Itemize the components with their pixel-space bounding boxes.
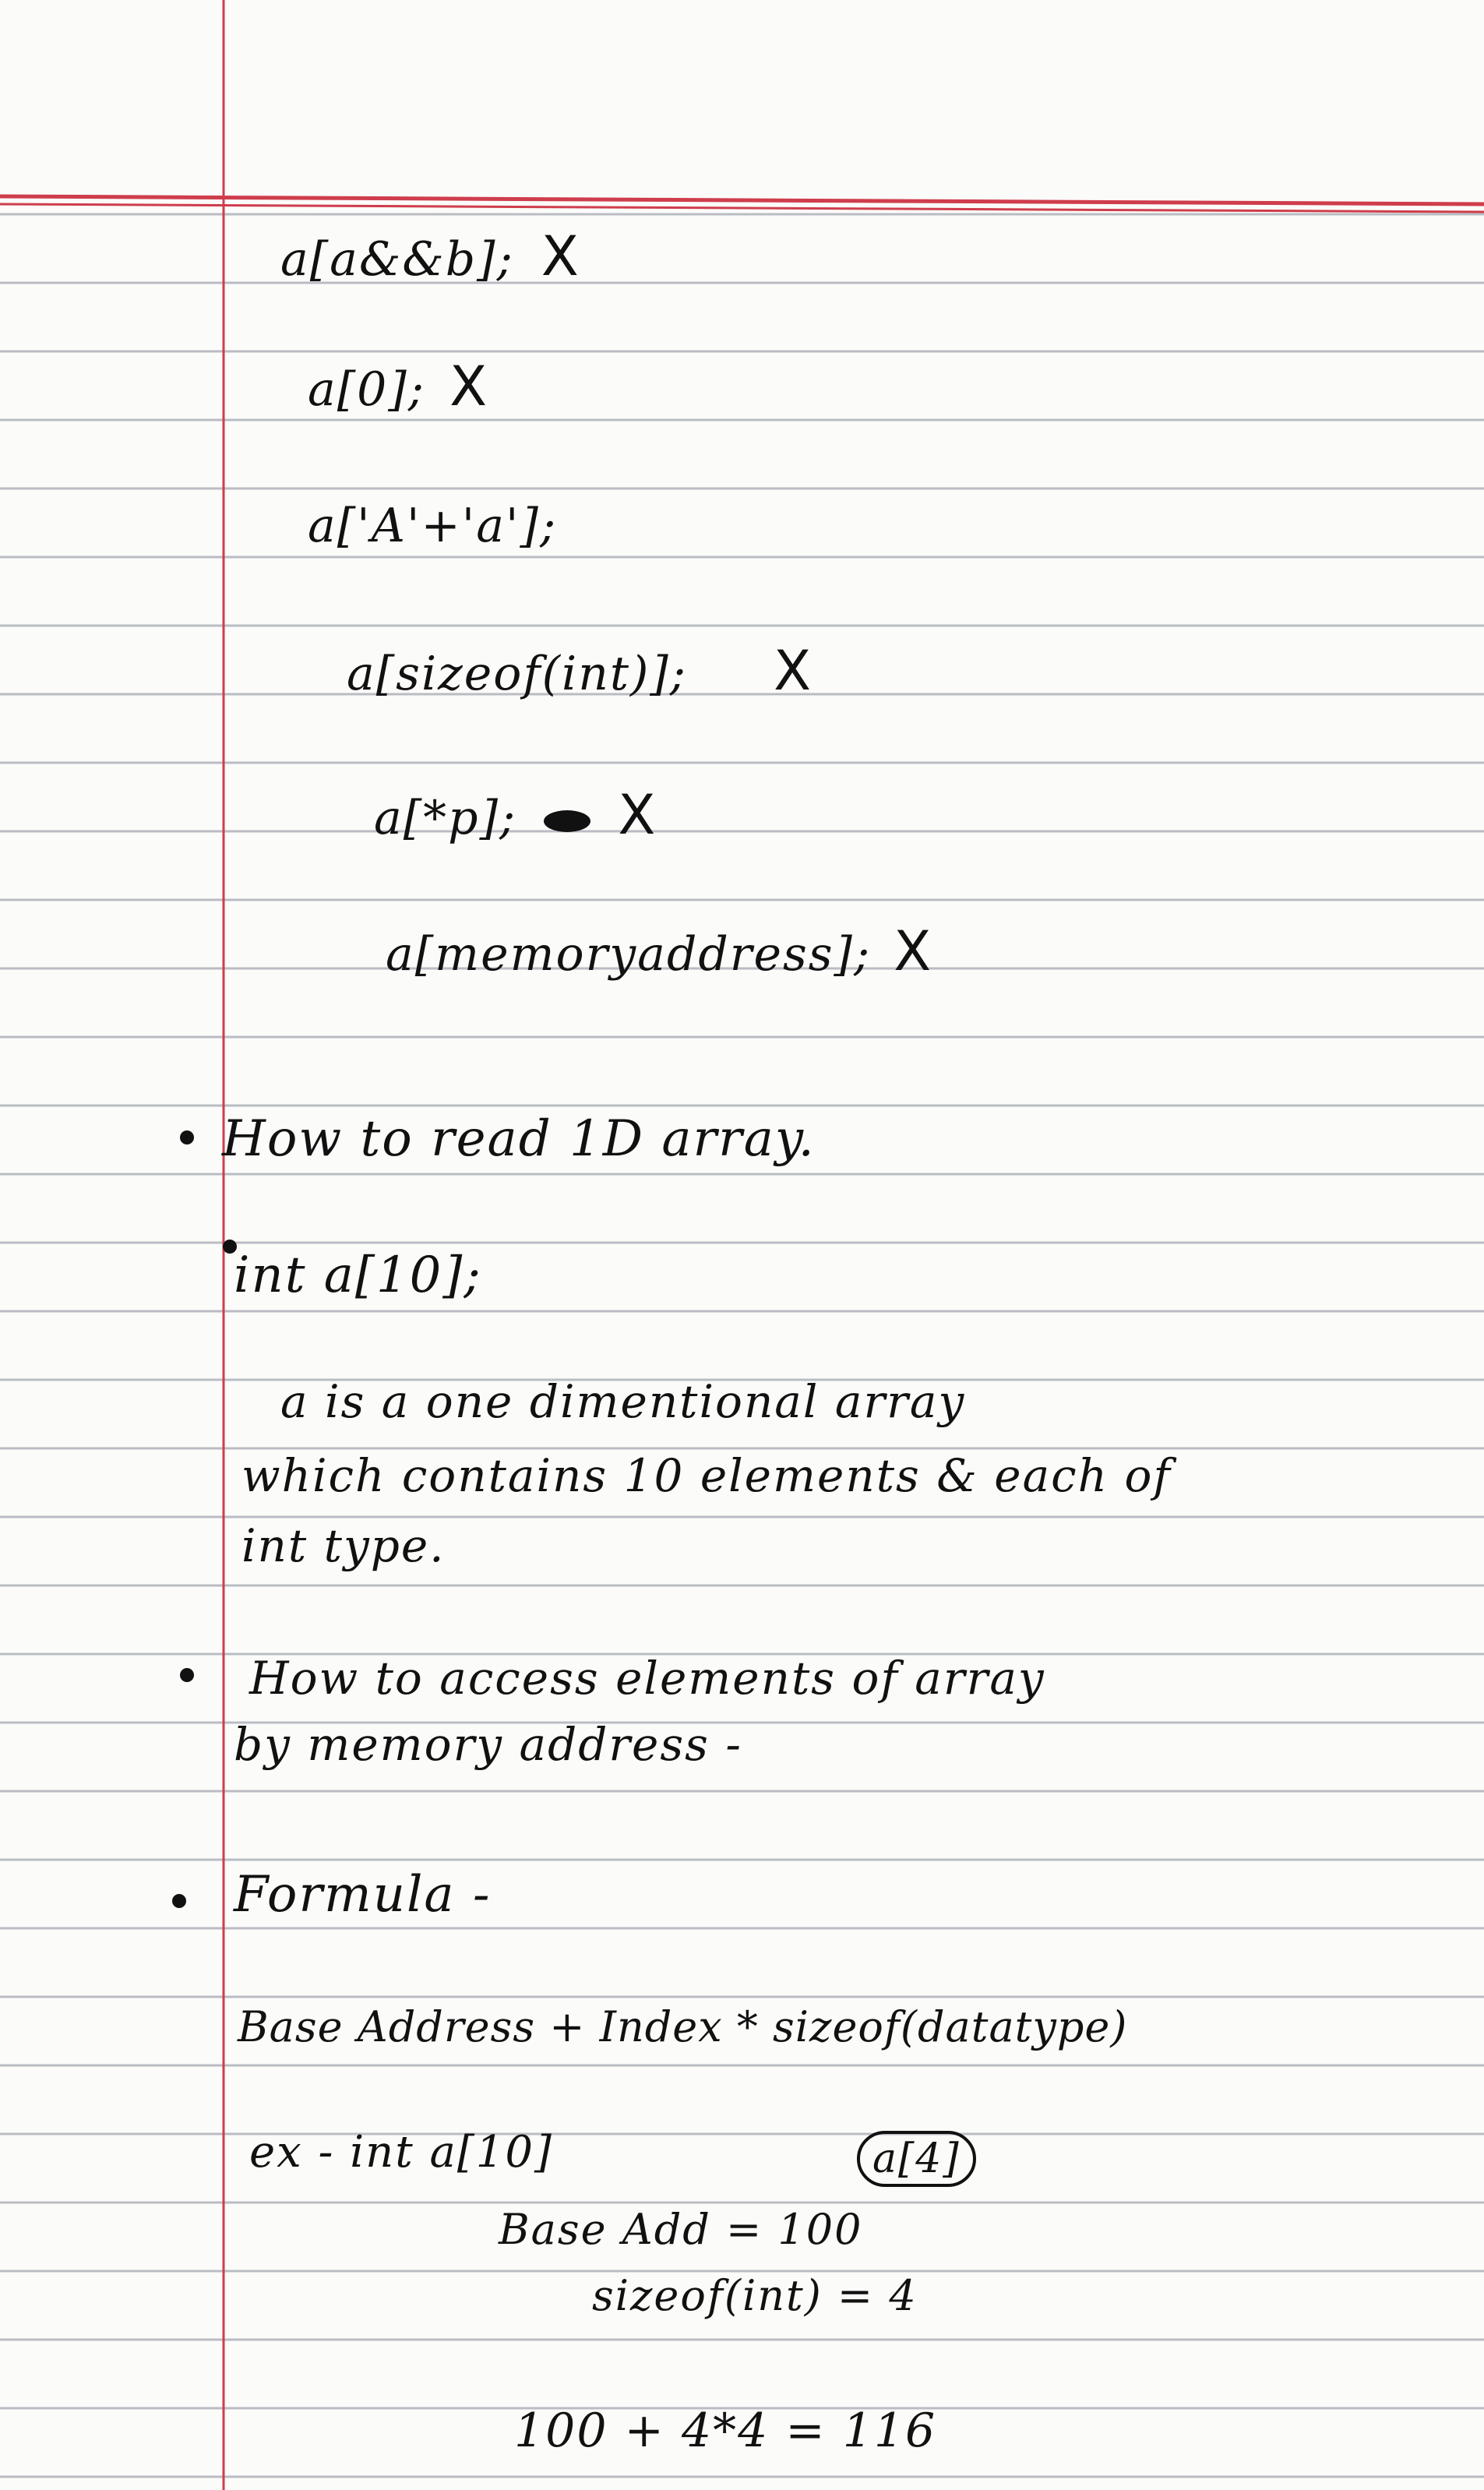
bullet-dot bbox=[172, 1894, 186, 1908]
array-declaration: int a[10]; bbox=[234, 1247, 482, 1304]
result-calculation: 100 + 4*4 = 116 bbox=[514, 2404, 937, 2458]
circled-element: a[4] bbox=[857, 2131, 976, 2187]
line-1: a[a&&b]; X bbox=[280, 224, 580, 288]
cross-mark-1: X bbox=[541, 224, 580, 288]
example-declaration: ex - int a[10] bbox=[249, 2127, 553, 2178]
section1-heading: How to read 1D array. bbox=[222, 1110, 816, 1168]
desc-line-1: a is a one dimentional array bbox=[280, 1375, 966, 1428]
cross-mark-2: X bbox=[449, 354, 489, 418]
sizeof-int: sizeof(int) = 4 bbox=[592, 2271, 918, 2320]
desc-line-3: int type. bbox=[241, 1519, 446, 1572]
cross-mark-4: X bbox=[774, 639, 813, 703]
base-address: Base Add = 100 bbox=[499, 2205, 863, 2254]
line-4: a[sizeof(int)]; X bbox=[347, 639, 813, 703]
line-3: a['A'+'a']; bbox=[308, 499, 558, 553]
cross-mark-5: X bbox=[618, 783, 657, 847]
line-6: a[memoryaddress]; X bbox=[386, 919, 933, 983]
section2-heading-2: by memory address - bbox=[234, 1718, 742, 1771]
cross-mark-6: X bbox=[894, 919, 933, 983]
section2-heading-1: How to access elements of array bbox=[249, 1652, 1045, 1705]
scribble-mark bbox=[544, 810, 590, 832]
line-5: a[*p]; X bbox=[374, 783, 657, 847]
bullet-dot bbox=[180, 1668, 194, 1682]
line-2: a[0]; X bbox=[308, 354, 489, 418]
desc-line-2: which contains 10 elements & each of bbox=[241, 1449, 1172, 1502]
formula: Base Address + Index * sizeof(datatype) bbox=[238, 2002, 1128, 2051]
bullet-dot bbox=[180, 1130, 194, 1144]
formula-label: Formula - bbox=[234, 1866, 492, 1924]
